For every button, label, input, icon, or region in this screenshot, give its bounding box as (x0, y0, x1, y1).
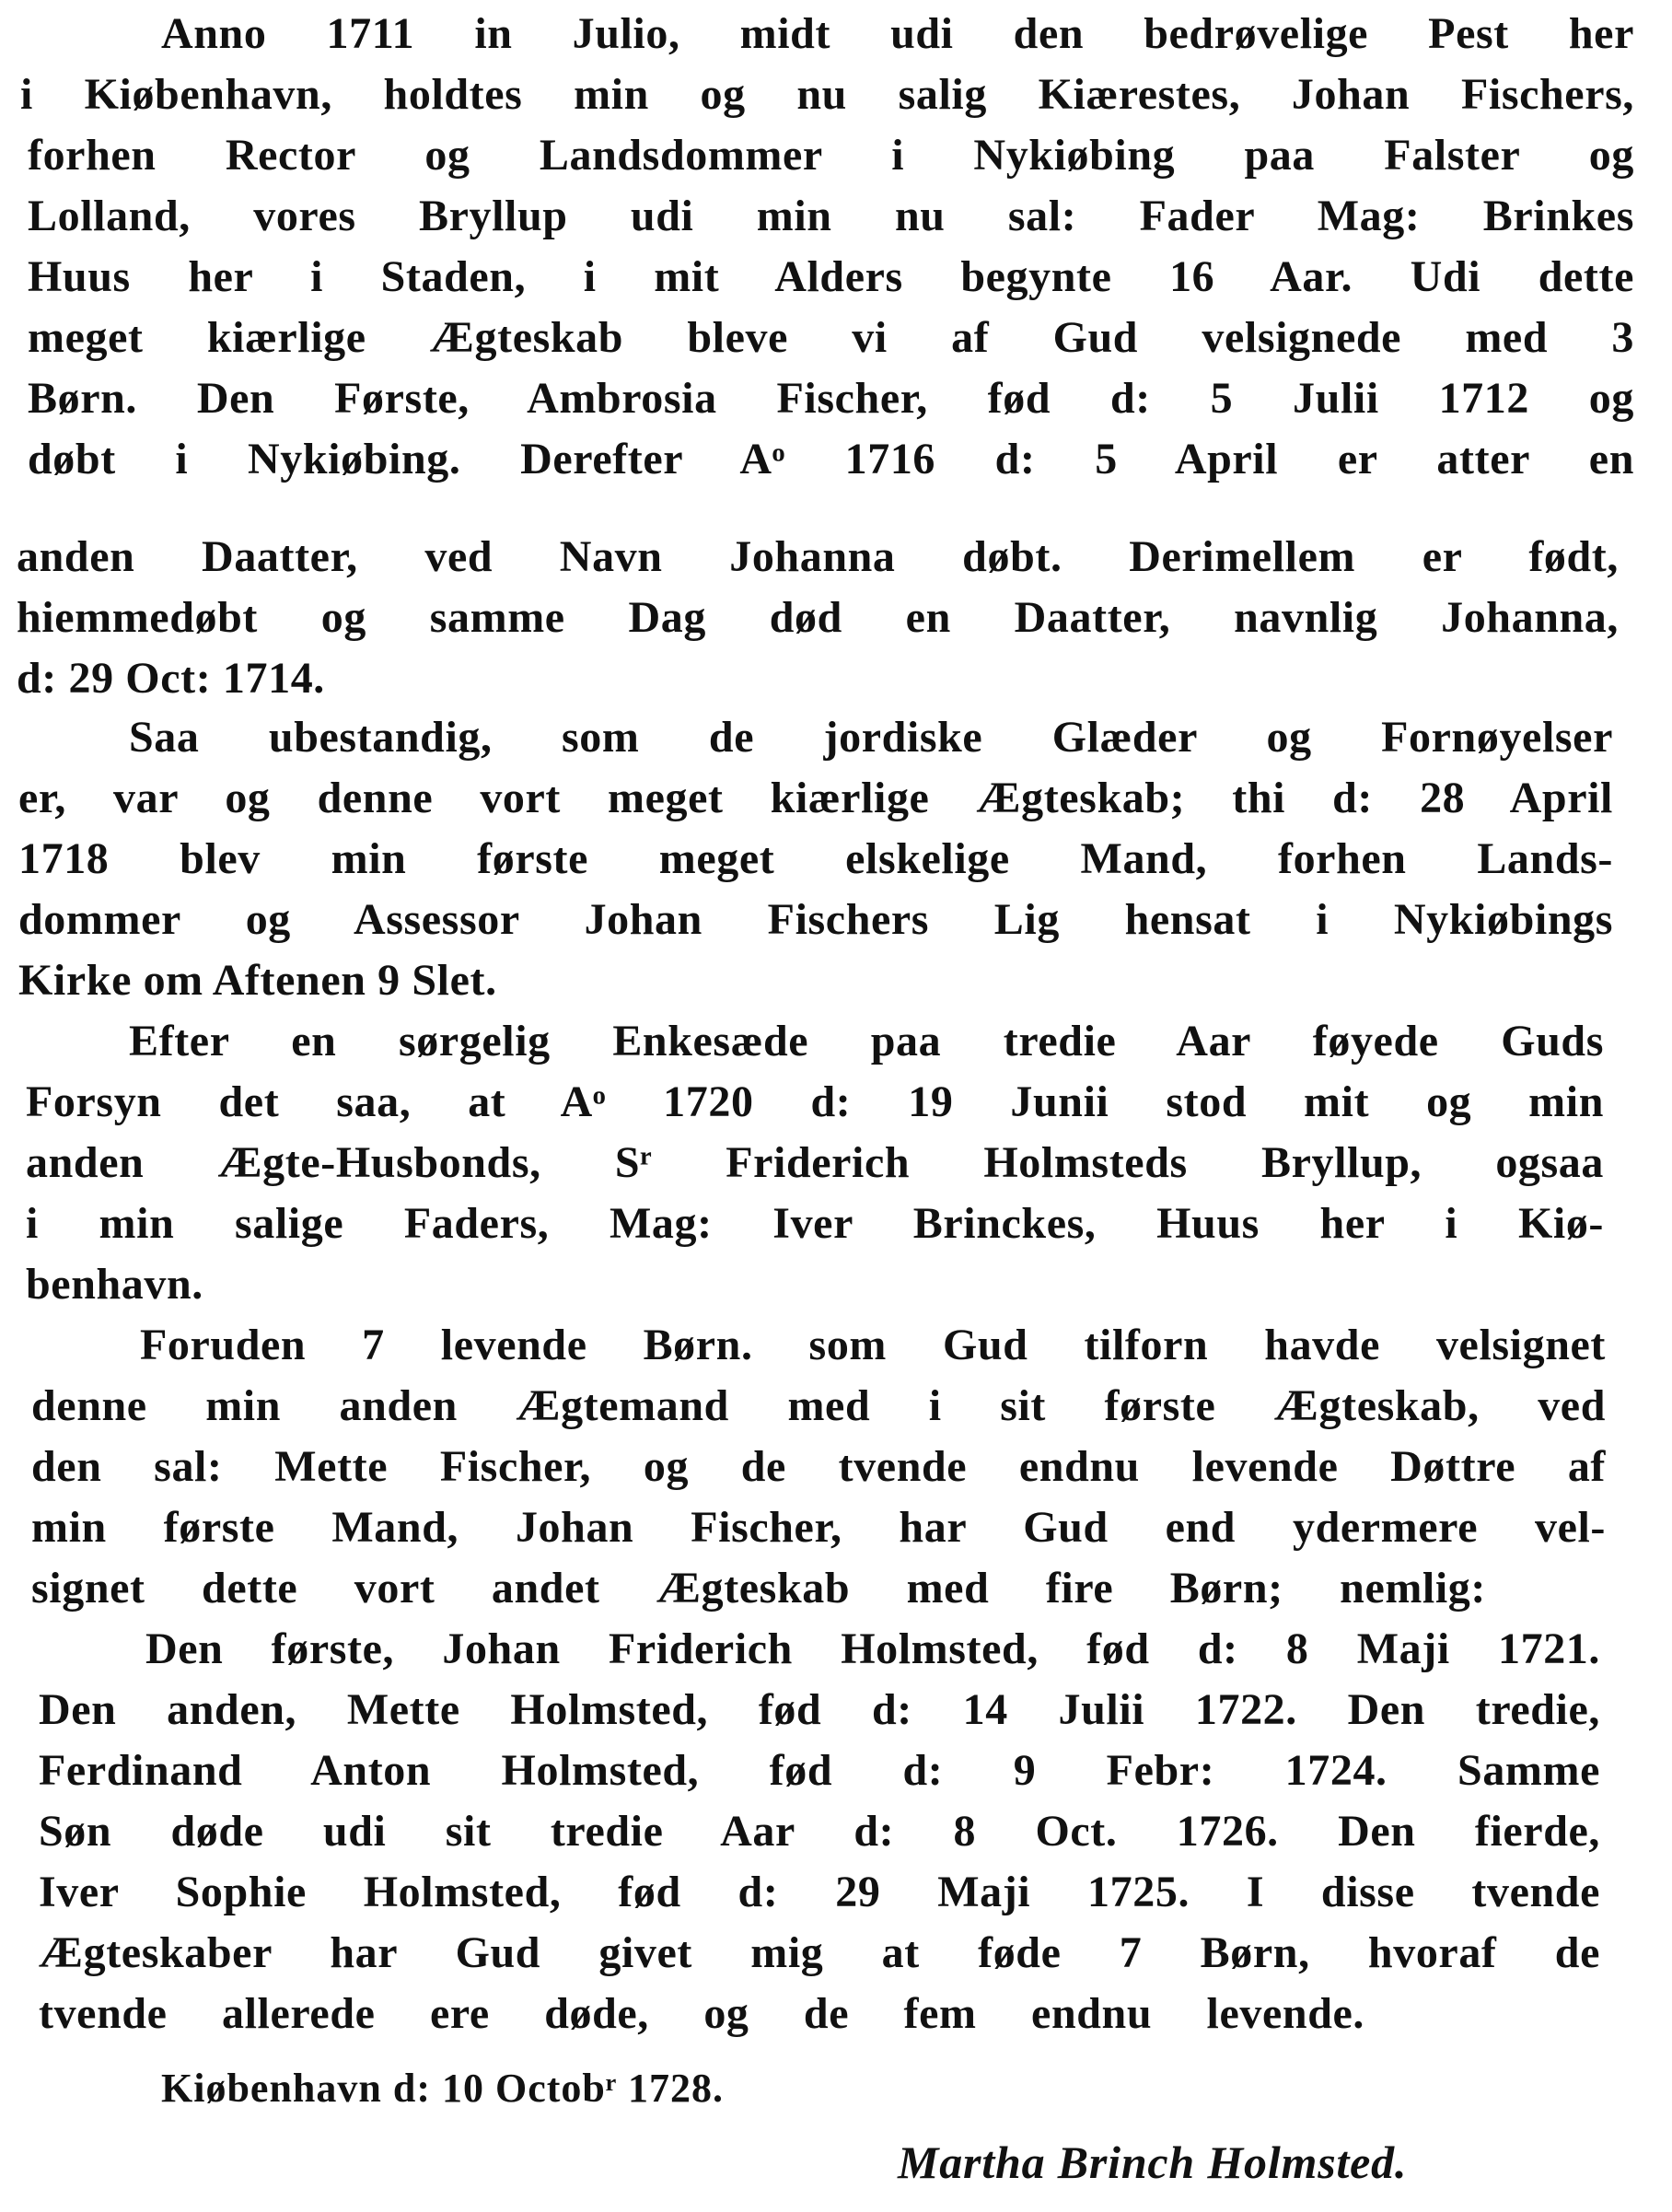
text-line: døbt i Nykiøbing. Derefter Aᵒ 1716 d: 5 April er atter en (28, 435, 1634, 483)
text-line: Den første, Johan Friderich Holmsted, fød d: 8 Maji 1721. (145, 1624, 1600, 1673)
text-line: Lolland, vores Bryllup udi min nu sal: Fader Mag: Brinkes (28, 192, 1634, 240)
text-line: Saa ubestandig, som de jordiske Glæder og Fornøyelser (129, 713, 1613, 762)
text-line: Søn døde udi sit tredie Aar d: 8 Oct. 1726. Den fierde, (39, 1807, 1600, 1856)
text-line: i min salige Faders, Mag: Iver Brinckes, Huus her i Kiø- (26, 1199, 1604, 1248)
text-line: d: 29 Oct: 1714. (17, 654, 325, 703)
text-line: er, var og denne vort meget kiærlige Ægteskab; thi d: 28 April (18, 774, 1613, 822)
text-line: Efter en sørgelig Enkesæde paa tredie Aar føyede Guds (129, 1017, 1604, 1065)
text-line: Ægteskaber har Gud givet mig at føde 7 Børn, hvoraf de (39, 1928, 1600, 1977)
text-line: Forsyn det saa, at Aᵒ 1720 d: 19 Junii stod mit og min (26, 1077, 1604, 1126)
text-line: Børn. Den Første, Ambrosia Fischer, fød d: 5 Julii 1712 og (28, 374, 1634, 423)
text-line: min første Mand, Johan Fischer, har Gud end ydermere vel- (31, 1503, 1606, 1552)
text-line: meget kiærlige Ægteskab bleve vi af Gud velsignede med 3 (28, 313, 1634, 362)
text-line: i Kiøbenhavn, holdtes min og nu salig Kiærestes, Johan Fischers, (20, 70, 1634, 119)
text-line: benhavn. (26, 1260, 203, 1309)
signature: Martha Brinch Holmsted. (898, 2136, 1408, 2188)
text-line: dommer og Assessor Johan Fischers Lig hensat i Nykiøbings (18, 895, 1613, 944)
text-line: hiemmedøbt og samme Dag død en Daatter, navnlig Johanna, (17, 593, 1619, 642)
text-line: Anno 1711 in Julio, midt udi den bedrøvelige Pest her (161, 9, 1634, 58)
text-line: Iver Sophie Holmsted, fød d: 29 Maji 1725. I disse tvende (39, 1868, 1600, 1916)
text-line: Huus her i Staden, i mit Alders begynte 16 Aar. Udi dette (28, 252, 1634, 301)
text-line: forhen Rector og Landsdommer i Nykiøbing paa Falster og (28, 131, 1634, 180)
text-line: signet dette vort andet Ægteskab med fire Børn; nemlig: (31, 1564, 1486, 1612)
date-line: Kiøbenhavn d: 10 Octobʳ 1728. (161, 2066, 725, 2111)
text-line: anden Ægte-Husbonds, Sʳ Friderich Holmsteds Bryllup, ogsaa (26, 1138, 1604, 1187)
text-line: anden Daatter, ved Navn Johanna døbt. Derimellem er født, (17, 532, 1619, 581)
text-line: Kirke om Aftenen 9 Slet. (18, 956, 497, 1005)
text-line: tvende allerede ere døde, og de fem endnu levende. (39, 1989, 1364, 2038)
text-line: Ferdinand Anton Holmsted, fød d: 9 Febr: 1724. Samme (39, 1746, 1600, 1795)
text-line: 1718 blev min første meget elskelige Mand, forhen Lands- (18, 834, 1613, 883)
text-line: Den anden, Mette Holmsted, fød d: 14 Julii 1722. Den tredie, (39, 1685, 1600, 1734)
text-line: denne min anden Ægtemand med i sit første Ægteskab, ved (31, 1381, 1606, 1430)
text-line: Foruden 7 levende Børn. som Gud tilforn havde velsignet (140, 1321, 1606, 1369)
text-line: den sal: Mette Fischer, og de tvende endnu levende Døttre af (31, 1442, 1606, 1491)
